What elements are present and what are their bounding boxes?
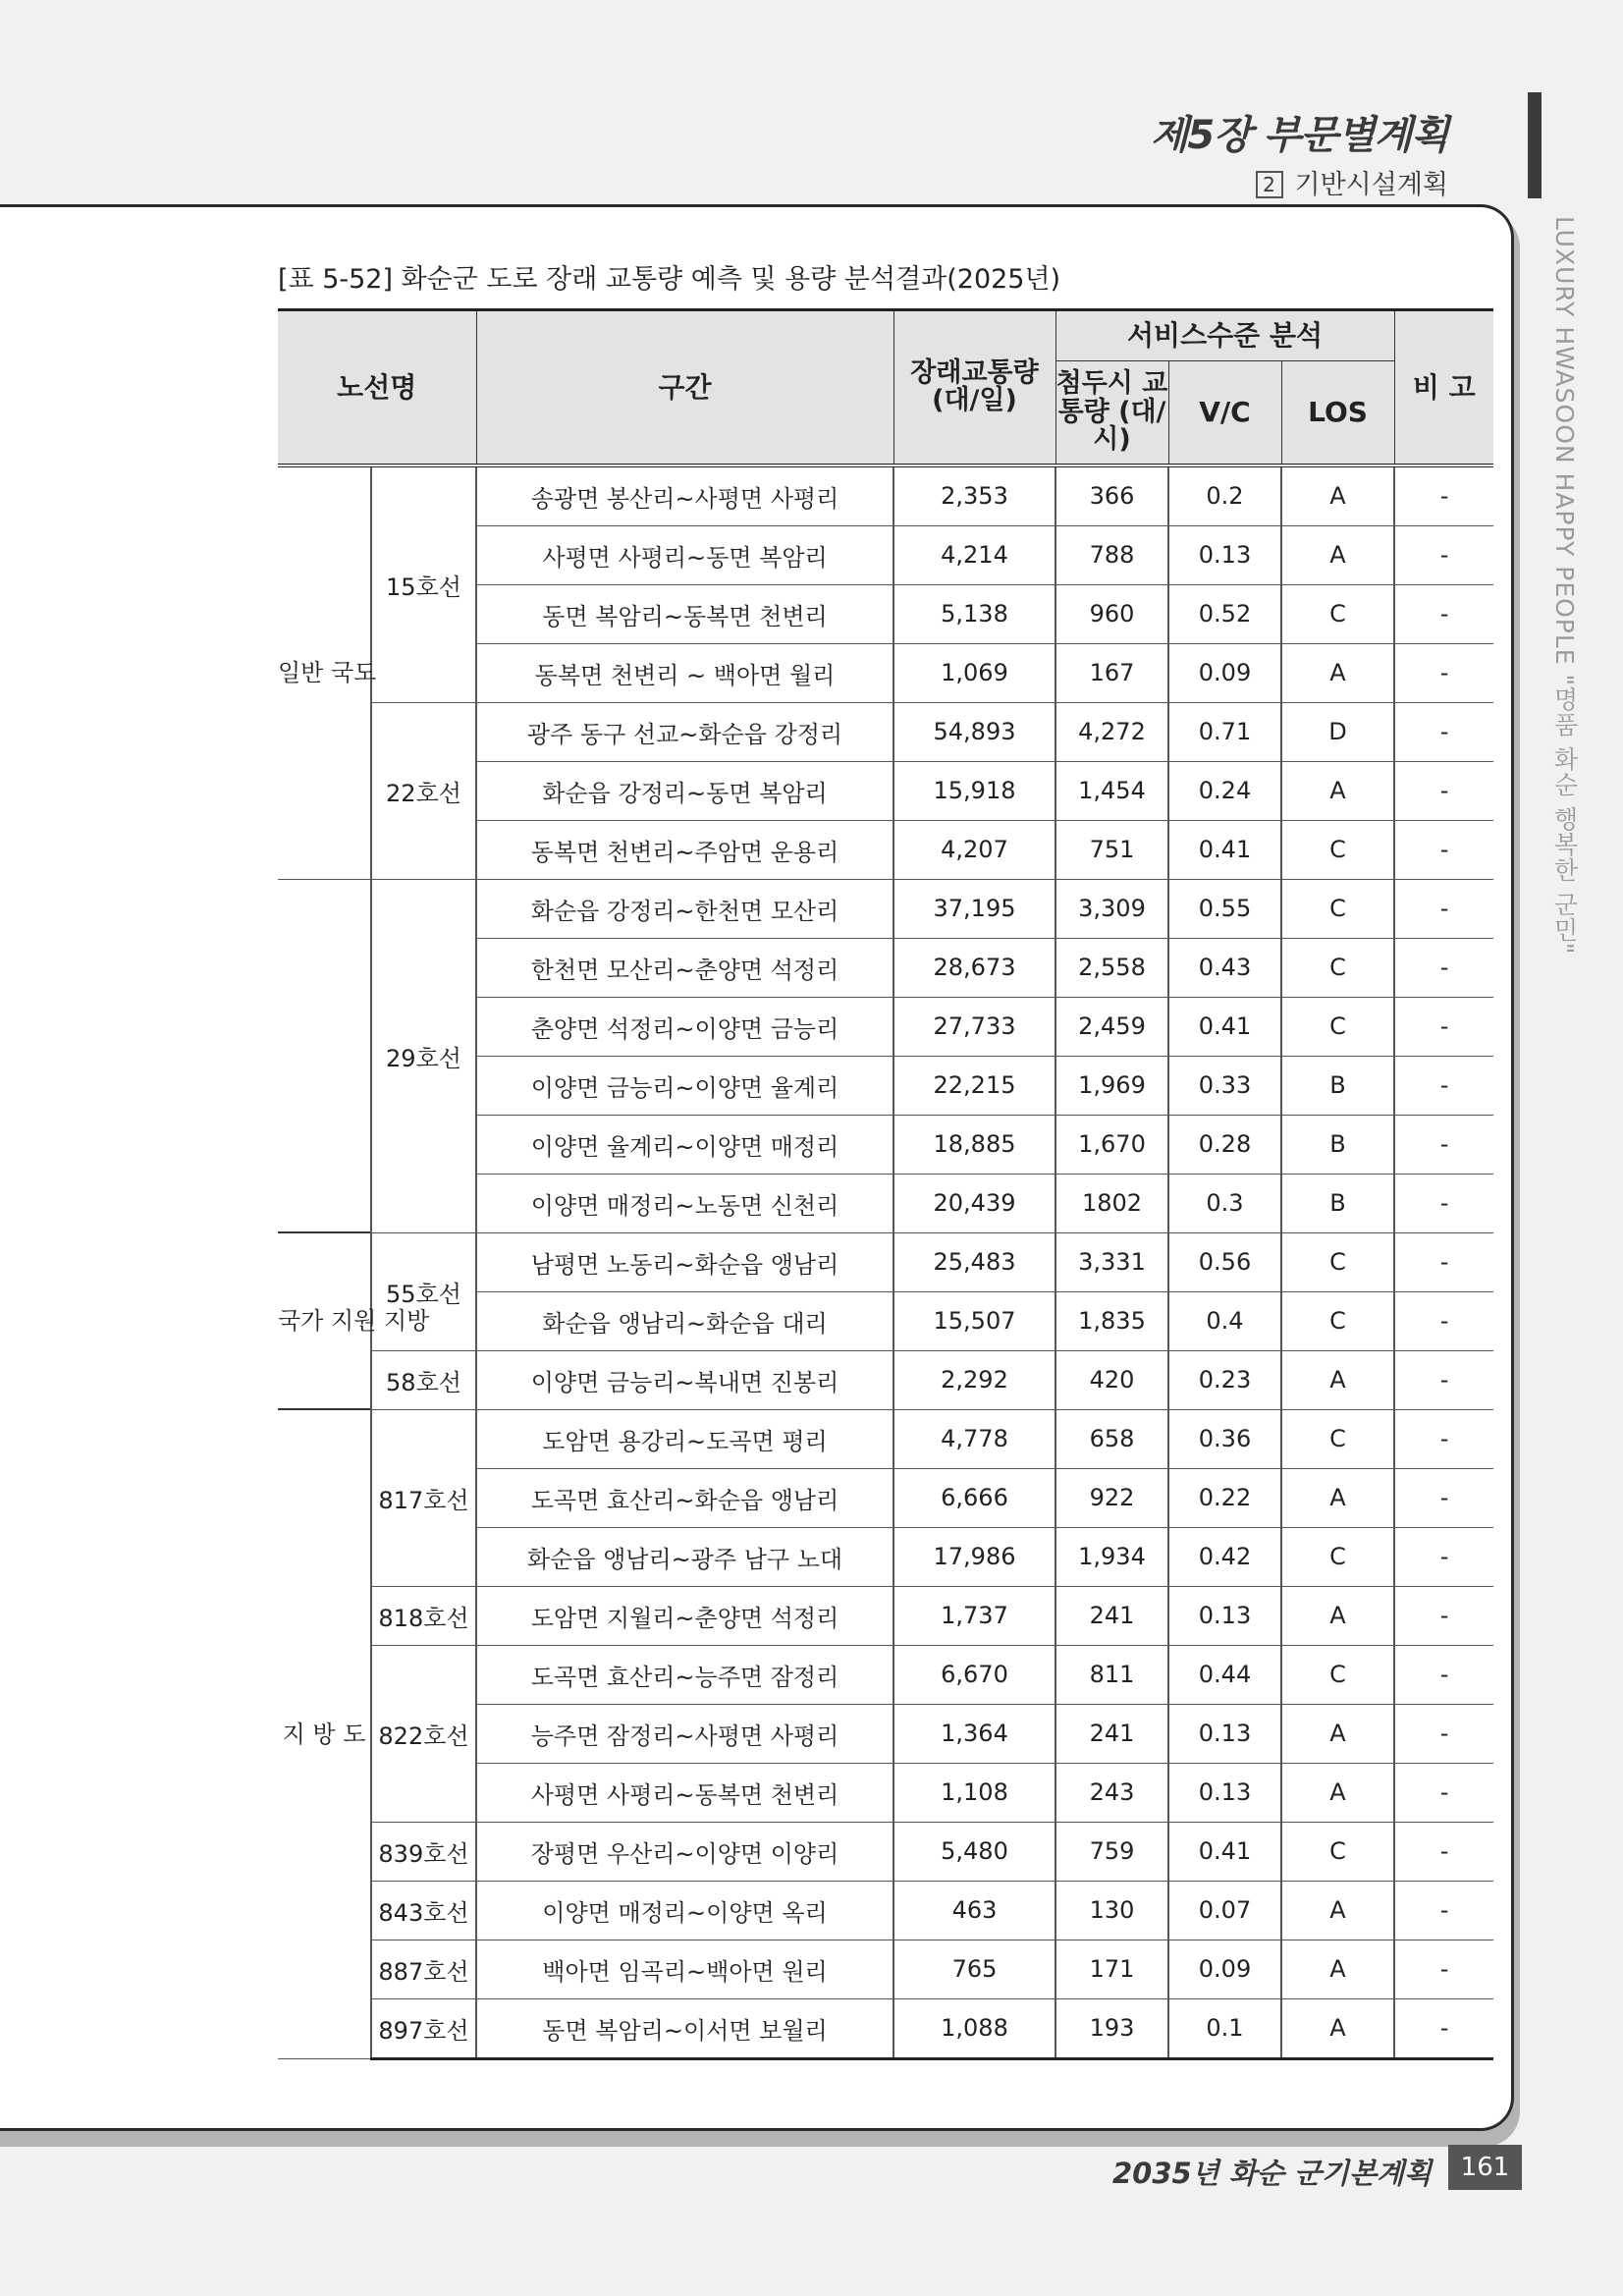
traffic-cell: 2,353 — [893, 465, 1055, 526]
section-cell: 이양면 금능리~복내면 진봉리 — [476, 1350, 893, 1409]
section-cell: 화순읍 강정리~동면 복암리 — [476, 761, 893, 820]
note-cell: - — [1394, 525, 1493, 584]
peak-cell: 193 — [1055, 1998, 1168, 2058]
peak-cell: 658 — [1055, 1409, 1168, 1468]
los-cell: A — [1281, 761, 1394, 820]
section-cell: 동면 복암리~동복면 천변리 — [476, 584, 893, 643]
peak-cell: 130 — [1055, 1881, 1168, 1940]
table-row — [278, 1232, 1493, 1291]
los-cell: A — [1281, 1763, 1394, 1822]
header-los: LOS — [1281, 361, 1394, 465]
note-cell: - — [1394, 879, 1493, 938]
traffic-cell: 4,778 — [893, 1409, 1055, 1468]
note-cell: - — [1394, 1586, 1493, 1645]
section-cell: 도곡면 효산리~화순읍 앵남리 — [476, 1468, 893, 1527]
peak-cell: 2,558 — [1055, 938, 1168, 997]
traffic-cell: 15,507 — [893, 1291, 1055, 1350]
los-cell: C — [1281, 879, 1394, 938]
los-cell: B — [1281, 1115, 1394, 1174]
traffic-cell: 765 — [893, 1940, 1055, 1998]
vc-cell: 0.24 — [1168, 761, 1281, 820]
traffic-cell: 37,195 — [893, 879, 1055, 938]
los-cell: C — [1281, 584, 1394, 643]
vc-cell: 0.2 — [1168, 465, 1281, 526]
section-cell: 송광면 봉산리~사평면 사평리 — [476, 465, 893, 526]
table-row — [278, 1822, 1493, 1881]
vc-cell: 0.09 — [1168, 1940, 1281, 1998]
traffic-forecast-table — [278, 308, 1493, 2060]
chapter-title: 제5장 부문별계획 — [1150, 113, 1448, 158]
peak-cell: 1,670 — [1055, 1115, 1168, 1174]
traffic-cell: 17,986 — [893, 1527, 1055, 1586]
section-cell: 이양면 금능리~이양면 율계리 — [476, 1056, 893, 1115]
los-cell: C — [1281, 1527, 1394, 1586]
section-cell: 사평면 사평리~동면 복암리 — [476, 525, 893, 584]
table-row — [278, 1586, 1493, 1645]
peak-cell: 759 — [1055, 1822, 1168, 1881]
vc-cell: 0.71 — [1168, 702, 1281, 761]
section-title: 기반시설계획 — [1294, 170, 1448, 200]
route-cell: 818호선 — [371, 1586, 476, 1645]
peak-cell: 1,835 — [1055, 1291, 1168, 1350]
peak-cell: 1,454 — [1055, 761, 1168, 820]
peak-cell: 171 — [1055, 1940, 1168, 1998]
table-row — [278, 465, 1493, 526]
los-cell: C — [1281, 1645, 1394, 1704]
los-cell: A — [1281, 525, 1394, 584]
route-cell: 817호선 — [371, 1409, 476, 1586]
vc-cell: 0.52 — [1168, 584, 1281, 643]
los-cell: A — [1281, 1468, 1394, 1527]
los-cell: C — [1281, 997, 1394, 1056]
los-cell: C — [1281, 1291, 1394, 1350]
section-cell: 이양면 매정리~노동면 신천리 — [476, 1174, 893, 1232]
section-cell: 광주 동구 선교~화순읍 강정리 — [476, 702, 893, 761]
peak-cell: 167 — [1055, 643, 1168, 702]
los-cell: A — [1281, 643, 1394, 702]
vc-cell: 0.09 — [1168, 643, 1281, 702]
section-cell: 이양면 매정리~이양면 옥리 — [476, 1881, 893, 1940]
traffic-cell: 1,088 — [893, 1998, 1055, 2058]
vc-cell: 0.22 — [1168, 1468, 1281, 1527]
note-cell: - — [1394, 1115, 1493, 1174]
peak-cell: 922 — [1055, 1468, 1168, 1527]
vc-cell: 0.4 — [1168, 1291, 1281, 1350]
section-cell: 도암면 용강리~도곡면 평리 — [476, 1409, 893, 1468]
los-cell: B — [1281, 1174, 1394, 1232]
note-cell: - — [1394, 1763, 1493, 1822]
note-cell: - — [1394, 1174, 1493, 1232]
header-service-analysis: 서비스수준 분석 — [1055, 310, 1394, 361]
peak-cell: 960 — [1055, 584, 1168, 643]
traffic-cell: 1,737 — [893, 1586, 1055, 1645]
header-section: 구간 — [476, 310, 893, 465]
route-cell: 843호선 — [371, 1881, 476, 1940]
vc-cell: 0.55 — [1168, 879, 1281, 938]
vc-cell: 0.42 — [1168, 1527, 1281, 1586]
vc-cell: 0.13 — [1168, 1763, 1281, 1822]
header-route: 노선명 — [278, 310, 476, 465]
side-slogan: LUXURY HWASOON HAPPY PEOPLE "명품 화순 행복한 군민" — [1550, 216, 1579, 956]
group-blank — [278, 879, 371, 1232]
note-cell: - — [1394, 584, 1493, 643]
traffic-cell: 4,207 — [893, 820, 1055, 879]
section-cell: 한천면 모산리~춘양면 석정리 — [476, 938, 893, 997]
section-cell: 화순읍 강정리~한천면 모산리 — [476, 879, 893, 938]
vc-cell: 0.41 — [1168, 1822, 1281, 1881]
peak-cell: 366 — [1055, 465, 1168, 526]
traffic-cell: 54,893 — [893, 702, 1055, 761]
peak-cell: 1802 — [1055, 1174, 1168, 1232]
note-cell: - — [1394, 1468, 1493, 1527]
traffic-cell: 20,439 — [893, 1174, 1055, 1232]
route-cell: 887호선 — [371, 1940, 476, 1998]
header-note: 비 고 — [1394, 310, 1493, 465]
footer-title: 2035년 화순 군기본계획 — [1111, 2157, 1432, 2190]
vc-cell: 0.56 — [1168, 1232, 1281, 1291]
vc-cell: 0.41 — [1168, 997, 1281, 1056]
table-row — [278, 879, 1493, 938]
section-cell: 사평면 사평리~동복면 천변리 — [476, 1763, 893, 1822]
note-cell: - — [1394, 1645, 1493, 1704]
los-cell: C — [1281, 1232, 1394, 1291]
vc-cell: 0.41 — [1168, 820, 1281, 879]
note-cell: - — [1394, 1409, 1493, 1468]
traffic-cell: 5,138 — [893, 584, 1055, 643]
peak-cell: 2,459 — [1055, 997, 1168, 1056]
table-row — [278, 702, 1493, 761]
note-cell: - — [1394, 1704, 1493, 1763]
peak-cell: 788 — [1055, 525, 1168, 584]
route-cell: 55호선 — [371, 1232, 476, 1350]
note-cell: - — [1394, 820, 1493, 879]
header-future-traffic: 장래교통량 (대/일) — [893, 310, 1055, 465]
note-cell: - — [1394, 1232, 1493, 1291]
los-cell: A — [1281, 465, 1394, 526]
note-cell: - — [1394, 1822, 1493, 1881]
section-cell: 화순읍 앵남리~광주 남구 노대 — [476, 1527, 893, 1586]
note-cell: - — [1394, 1881, 1493, 1940]
vc-cell: 0.23 — [1168, 1350, 1281, 1409]
section-cell: 도암면 지월리~춘양면 석정리 — [476, 1586, 893, 1645]
vc-cell: 0.33 — [1168, 1056, 1281, 1115]
vc-cell: 0.13 — [1168, 1704, 1281, 1763]
note-cell: - — [1394, 938, 1493, 997]
vc-cell: 0.28 — [1168, 1115, 1281, 1174]
route-cell: 897호선 — [371, 1998, 476, 2058]
peak-cell: 1,934 — [1055, 1527, 1168, 1586]
note-cell: - — [1394, 702, 1493, 761]
vc-cell: 0.13 — [1168, 525, 1281, 584]
los-cell: A — [1281, 1704, 1394, 1763]
peak-cell: 243 — [1055, 1763, 1168, 1822]
traffic-cell: 28,673 — [893, 938, 1055, 997]
los-cell: C — [1281, 938, 1394, 997]
table-row — [278, 1998, 1493, 2058]
table-row — [278, 1881, 1493, 1940]
section-cell: 화순읍 앵남리~화순읍 대리 — [476, 1291, 893, 1350]
peak-cell: 1,969 — [1055, 1056, 1168, 1115]
header-vc: V/C — [1168, 361, 1281, 465]
section-cell: 능주면 잠정리~사평면 사평리 — [476, 1704, 893, 1763]
peak-cell: 811 — [1055, 1645, 1168, 1704]
route-cell: 22호선 — [371, 702, 476, 879]
los-cell: C — [1281, 1409, 1394, 1468]
section-heading — [1256, 163, 1449, 201]
section-cell: 동복면 천변리~주암면 운용리 — [476, 820, 893, 879]
peak-cell: 3,309 — [1055, 879, 1168, 938]
los-cell: A — [1281, 1940, 1394, 1998]
note-cell: - — [1394, 1056, 1493, 1115]
note-cell: - — [1394, 1940, 1493, 1998]
group-national-support-local: 국가 지원 지방 — [278, 1232, 371, 1409]
section-cell: 도곡면 효산리~능주면 잠정리 — [476, 1645, 893, 1704]
traffic-cell: 27,733 — [893, 997, 1055, 1056]
route-cell: 822호선 — [371, 1645, 476, 1822]
traffic-cell: 1,364 — [893, 1704, 1055, 1763]
traffic-cell: 1,069 — [893, 643, 1055, 702]
note-cell: - — [1394, 643, 1493, 702]
vc-cell: 0.07 — [1168, 1881, 1281, 1940]
table-row — [278, 1409, 1493, 1468]
peak-cell: 241 — [1055, 1704, 1168, 1763]
group-general-national: 일반 국도 — [278, 465, 371, 880]
los-cell: B — [1281, 1056, 1394, 1115]
traffic-cell: 6,670 — [893, 1645, 1055, 1704]
peak-cell: 420 — [1055, 1350, 1168, 1409]
los-cell: C — [1281, 820, 1394, 879]
header-peak-traffic: 첨두시 교통량 (대/시) — [1055, 361, 1168, 465]
traffic-cell: 25,483 — [893, 1232, 1055, 1291]
section-cell: 이양면 율계리~이양면 매정리 — [476, 1115, 893, 1174]
route-cell: 15호선 — [371, 465, 476, 703]
los-cell: A — [1281, 1998, 1394, 2058]
section-cell: 남평면 노동리~화순읍 앵남리 — [476, 1232, 893, 1291]
section-cell: 동면 복암리~이서면 보월리 — [476, 1998, 893, 2058]
group-local: 지 방 도 — [278, 1409, 371, 2058]
vc-cell: 0.44 — [1168, 1645, 1281, 1704]
traffic-cell: 463 — [893, 1881, 1055, 1940]
peak-cell: 241 — [1055, 1586, 1168, 1645]
vc-cell: 0.3 — [1168, 1174, 1281, 1232]
section-cell: 춘양면 석정리~이양면 금능리 — [476, 997, 893, 1056]
note-cell: - — [1394, 1350, 1493, 1409]
table-row — [278, 1350, 1493, 1409]
los-cell: A — [1281, 1881, 1394, 1940]
section-number-box: 2 — [1256, 171, 1283, 198]
los-cell: D — [1281, 702, 1394, 761]
vc-cell: 0.13 — [1168, 1586, 1281, 1645]
peak-cell: 3,331 — [1055, 1232, 1168, 1291]
traffic-cell: 15,918 — [893, 761, 1055, 820]
traffic-cell: 5,480 — [893, 1822, 1055, 1881]
note-cell: - — [1394, 997, 1493, 1056]
table-row — [278, 1645, 1493, 1704]
section-cell: 동복면 천변리 ~ 백아면 월리 — [476, 643, 893, 702]
vc-cell: 0.36 — [1168, 1409, 1281, 1468]
peak-cell: 751 — [1055, 820, 1168, 879]
section-cell: 백아면 임곡리~백아면 원리 — [476, 1940, 893, 1998]
los-cell: C — [1281, 1822, 1394, 1881]
route-cell: 839호선 — [371, 1822, 476, 1881]
los-cell: A — [1281, 1350, 1394, 1409]
peak-cell: 4,272 — [1055, 702, 1168, 761]
note-cell: - — [1394, 465, 1493, 526]
los-cell: A — [1281, 1586, 1394, 1645]
traffic-cell: 4,214 — [893, 525, 1055, 584]
traffic-cell: 1,108 — [893, 1763, 1055, 1822]
vc-cell: 0.43 — [1168, 938, 1281, 997]
section-cell: 장평면 우산리~이양면 이양리 — [476, 1822, 893, 1881]
header-side-bar — [1528, 92, 1542, 198]
note-cell: - — [1394, 1998, 1493, 2058]
route-cell: 58호선 — [371, 1350, 476, 1409]
traffic-cell: 2,292 — [893, 1350, 1055, 1409]
note-cell: - — [1394, 761, 1493, 820]
vc-cell: 0.1 — [1168, 1998, 1281, 2058]
traffic-cell: 22,215 — [893, 1056, 1055, 1115]
traffic-cell: 6,666 — [893, 1468, 1055, 1527]
table-row — [278, 1940, 1493, 1998]
note-cell: - — [1394, 1527, 1493, 1586]
table-caption: [표 5-52] 화순군 도로 장래 교통량 예측 및 용량 분석결과(2025년) — [278, 264, 1061, 295]
note-cell: - — [1394, 1291, 1493, 1350]
page-number: 161 — [1448, 2145, 1522, 2190]
traffic-cell: 18,885 — [893, 1115, 1055, 1174]
route-cell: 29호선 — [371, 879, 476, 1232]
